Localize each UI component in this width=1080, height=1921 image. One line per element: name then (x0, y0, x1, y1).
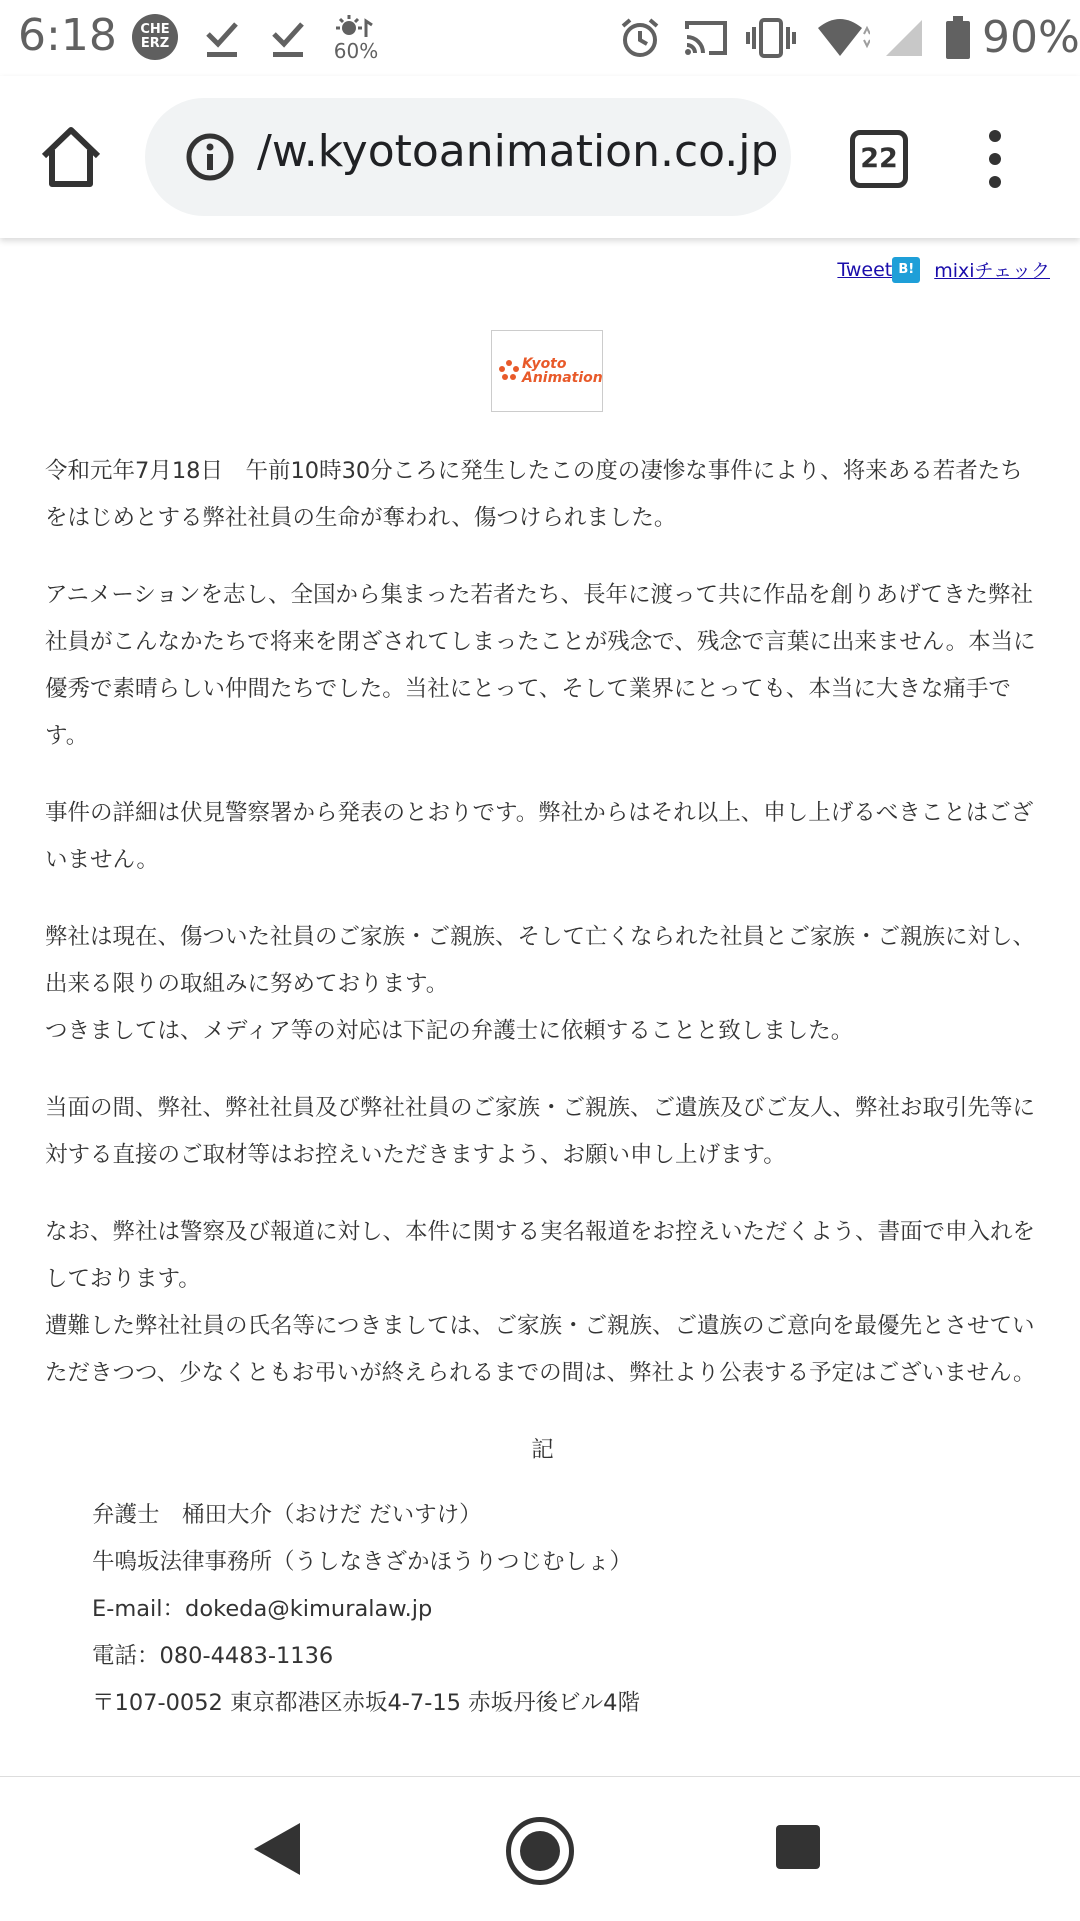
statement-article (45, 448, 1040, 1727)
share-links (837, 256, 1050, 283)
wifi-icon (816, 14, 870, 62)
paragraph-2: アニメーションを志し、全国から集まった若者たち、長年に渡って共に作品を創りあげてきた弊社社員がこんなかたちで将来を閉ざされてしまったことが残念で、残念で言葉に出来ません。本当に優秀で素晴らしい仲間たちでした。当社にとって、そして業界にとっても、本当に大きな痛手です。 (45, 582, 1036, 749)
lawyer-contact (45, 1492, 1040, 1727)
contact-phone[interactable]: 電話：080-4483-1136 (92, 1643, 334, 1669)
web-page-content (0, 238, 1080, 1776)
back-icon[interactable] (252, 1821, 302, 1881)
paragraph-1: 令和元年7月18日 午前10時30分ころに発生したこの度の凄惨な事件により、将来ある若者たちをはじめとする弊社社員の生命が奪われ、傷つけられました。 (45, 458, 1023, 531)
cast-icon (682, 14, 730, 62)
brightness-icon: 60% (328, 14, 384, 62)
status-bar (0, 0, 1080, 76)
paragraph-5: 当面の間、弊社、弊社社員及び弊社社員のご家族・ご親族、ご遺族及びご友人、弊社お取引先等に対する直接のご取材等はお控えいただきますよう、お願い申し上げます。 (45, 1095, 1036, 1168)
ki-heading: 記 (531, 1437, 554, 1463)
url-text[interactable]: /w.kyotoanimation.co.jp (257, 126, 779, 177)
cell-signal-icon (884, 14, 924, 62)
tab-switcher-button[interactable]: 22 (850, 130, 908, 188)
mixi-check-link[interactable]: mixiチェック (934, 260, 1050, 282)
tweet-link[interactable]: Tweet (837, 258, 893, 281)
more-menu-icon[interactable] (980, 130, 1010, 190)
home-icon[interactable] (36, 122, 106, 192)
contact-line: 牛鳴坂法律事務所（うしなきざかほうりつじむしょ） (92, 1549, 633, 1575)
address-bar[interactable] (145, 98, 791, 216)
download-done-icon-2 (270, 14, 306, 62)
contact-line: 弁護士 桶田大介（おけだ だいすけ） (92, 1502, 482, 1528)
battery-icon (944, 14, 972, 62)
vibrate-icon (746, 14, 796, 62)
download-done-icon (204, 14, 240, 62)
home-nav-icon[interactable] (506, 1817, 574, 1885)
recent-apps-icon[interactable] (776, 1825, 820, 1869)
cheerz-notification-icon: CHE ERZ (132, 14, 178, 60)
paragraph-6: なお、弊社は警察及び報道に対し、本件に関する実名報道をお控えいただくよう、書面で申入れをしております。 遭難した弊社社員の氏名等につきましては、ご家族・ご親族、ご遺族のご意向を最優先とさせていただきつつ、少なくともお弔いが終えられるまでの間は、弊社より公表する予定はございません。 (45, 1219, 1036, 1386)
battery-percentage: 90% (982, 12, 1080, 63)
paragraph-3: 事件の詳細は伏見警察署から発表のとおりです。弊社からはそれ以上、申し上げるべきことはございません。 (45, 800, 1034, 873)
hatena-bookmark-icon[interactable]: B! (892, 257, 920, 283)
clock: 6:18 (18, 10, 117, 61)
browser-toolbar (0, 76, 1080, 238)
info-icon[interactable] (185, 132, 235, 182)
contact-address: 〒107-0052 東京都港区赤坂4-7-15 赤坂丹後ビル4階 (92, 1690, 640, 1716)
kyoto-animation-logo: Kyoto Animation (491, 330, 603, 412)
paragraph-4: 弊社は現在、傷ついた社員のご家族・ご親族、そして亡くなられた社員とご家族・ご親族に対し、出来る限りの取組みに努めております。 つきましては、メディア等の対応は下記の弁護士に依頼することと致しました。 (45, 924, 1036, 1044)
android-nav-bar (0, 1776, 1080, 1921)
alarm-icon (618, 14, 662, 62)
contact-email[interactable]: E-mail：dokeda@kimuralaw.jp (92, 1596, 433, 1622)
